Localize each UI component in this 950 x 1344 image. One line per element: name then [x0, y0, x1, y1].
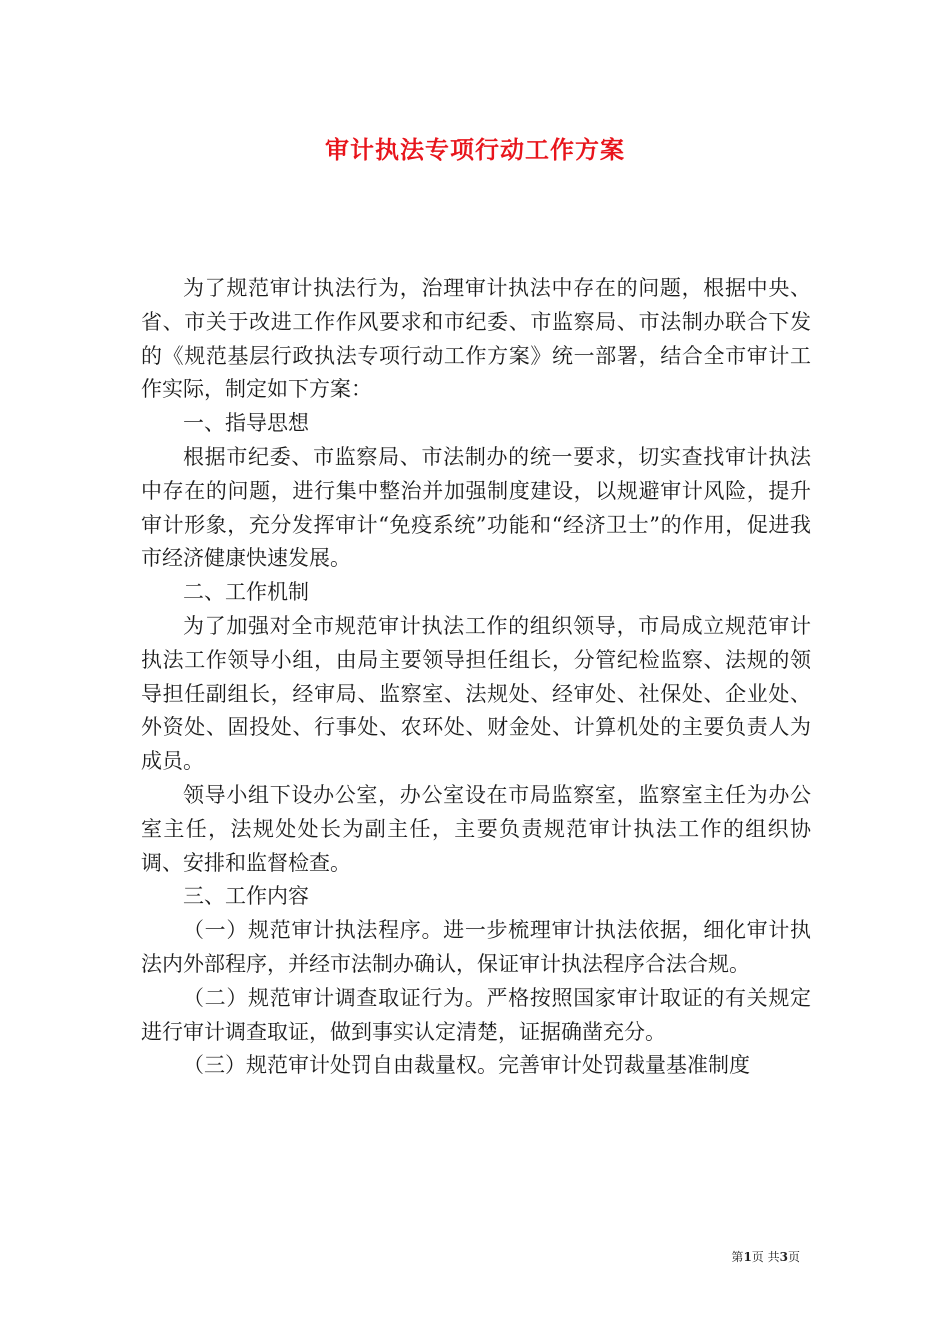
heading-work-mechanism: 二、工作机制 [183, 580, 309, 605]
paragraph-intro: 为了规范审计执法行为，治理审计执法中存在的问题，根据中央、省、市关于改进工作作风要求和市纪委、市监察局、市法制办联合下发的《规范基层行政执法专项行动工作方案》统一部署，结合全市审计工作实际，制定如下方案： [141, 276, 811, 402]
document-body [141, 272, 811, 1083]
paragraph-item-3: （三）规范审计处罚自由裁量权。完善审计处罚裁量基准制度 [183, 1053, 750, 1078]
document-title: 审计执法专项行动工作方案 [325, 135, 625, 164]
paragraph-guiding-ideology: 根据市纪委、市监察局、市法制办的统一要求，切实查找审计执法中存在的问题，进行集中整治并加强制度建设，以规避审计风险，提升审计形象，充分发挥审计“免疫系统”功能和“经济卫士”的作用，促进我市经济健康快速发展。 [141, 444, 811, 571]
heading-work-content: 三、工作内容 [183, 884, 309, 909]
heading-guiding-ideology: 一、指导思想 [183, 411, 309, 436]
footer-prefix: 第 [731, 1250, 744, 1264]
footer-suffix: 页 [787, 1250, 800, 1264]
footer-middle: 页 共 [751, 1250, 780, 1264]
total-pages-number: 3 [779, 1250, 788, 1264]
paragraph-leading-group: 为了加强对全市规范审计执法工作的组织领导，市局成立规范审计执法工作领导小组，由局主要领导担任组长，分管纪检监察、法规的领导担任副组长，经审局、监察室、法规处、经审处、社保处、企业处、外资处、固投处、行事处、农环处、财金处、计算机处的主要负责人为成员。 [141, 613, 811, 774]
paragraph-item-1: （一）规范审计执法程序。进一步梳理审计执法依据，细化审计执法内外部程序，并经市法制办确认，保证审计执法程序合法合规。 [141, 918, 811, 976]
current-page-number: 1 [743, 1250, 752, 1264]
paragraph-item-2: （二）规范审计调查取证行为。严格按照国家审计取证的有关规定进行审计调查取证，做到事实认定清楚，证据确凿充分。 [141, 985, 811, 1044]
paragraph-office: 领导小组下设办公室，办公室设在市局监察室，监察室主任为办公室主任，法规处处长为副主任，主要负责规范审计执法工作的组织协调、安排和监督检查。 [141, 782, 811, 875]
page-number-footer [731, 1249, 800, 1265]
